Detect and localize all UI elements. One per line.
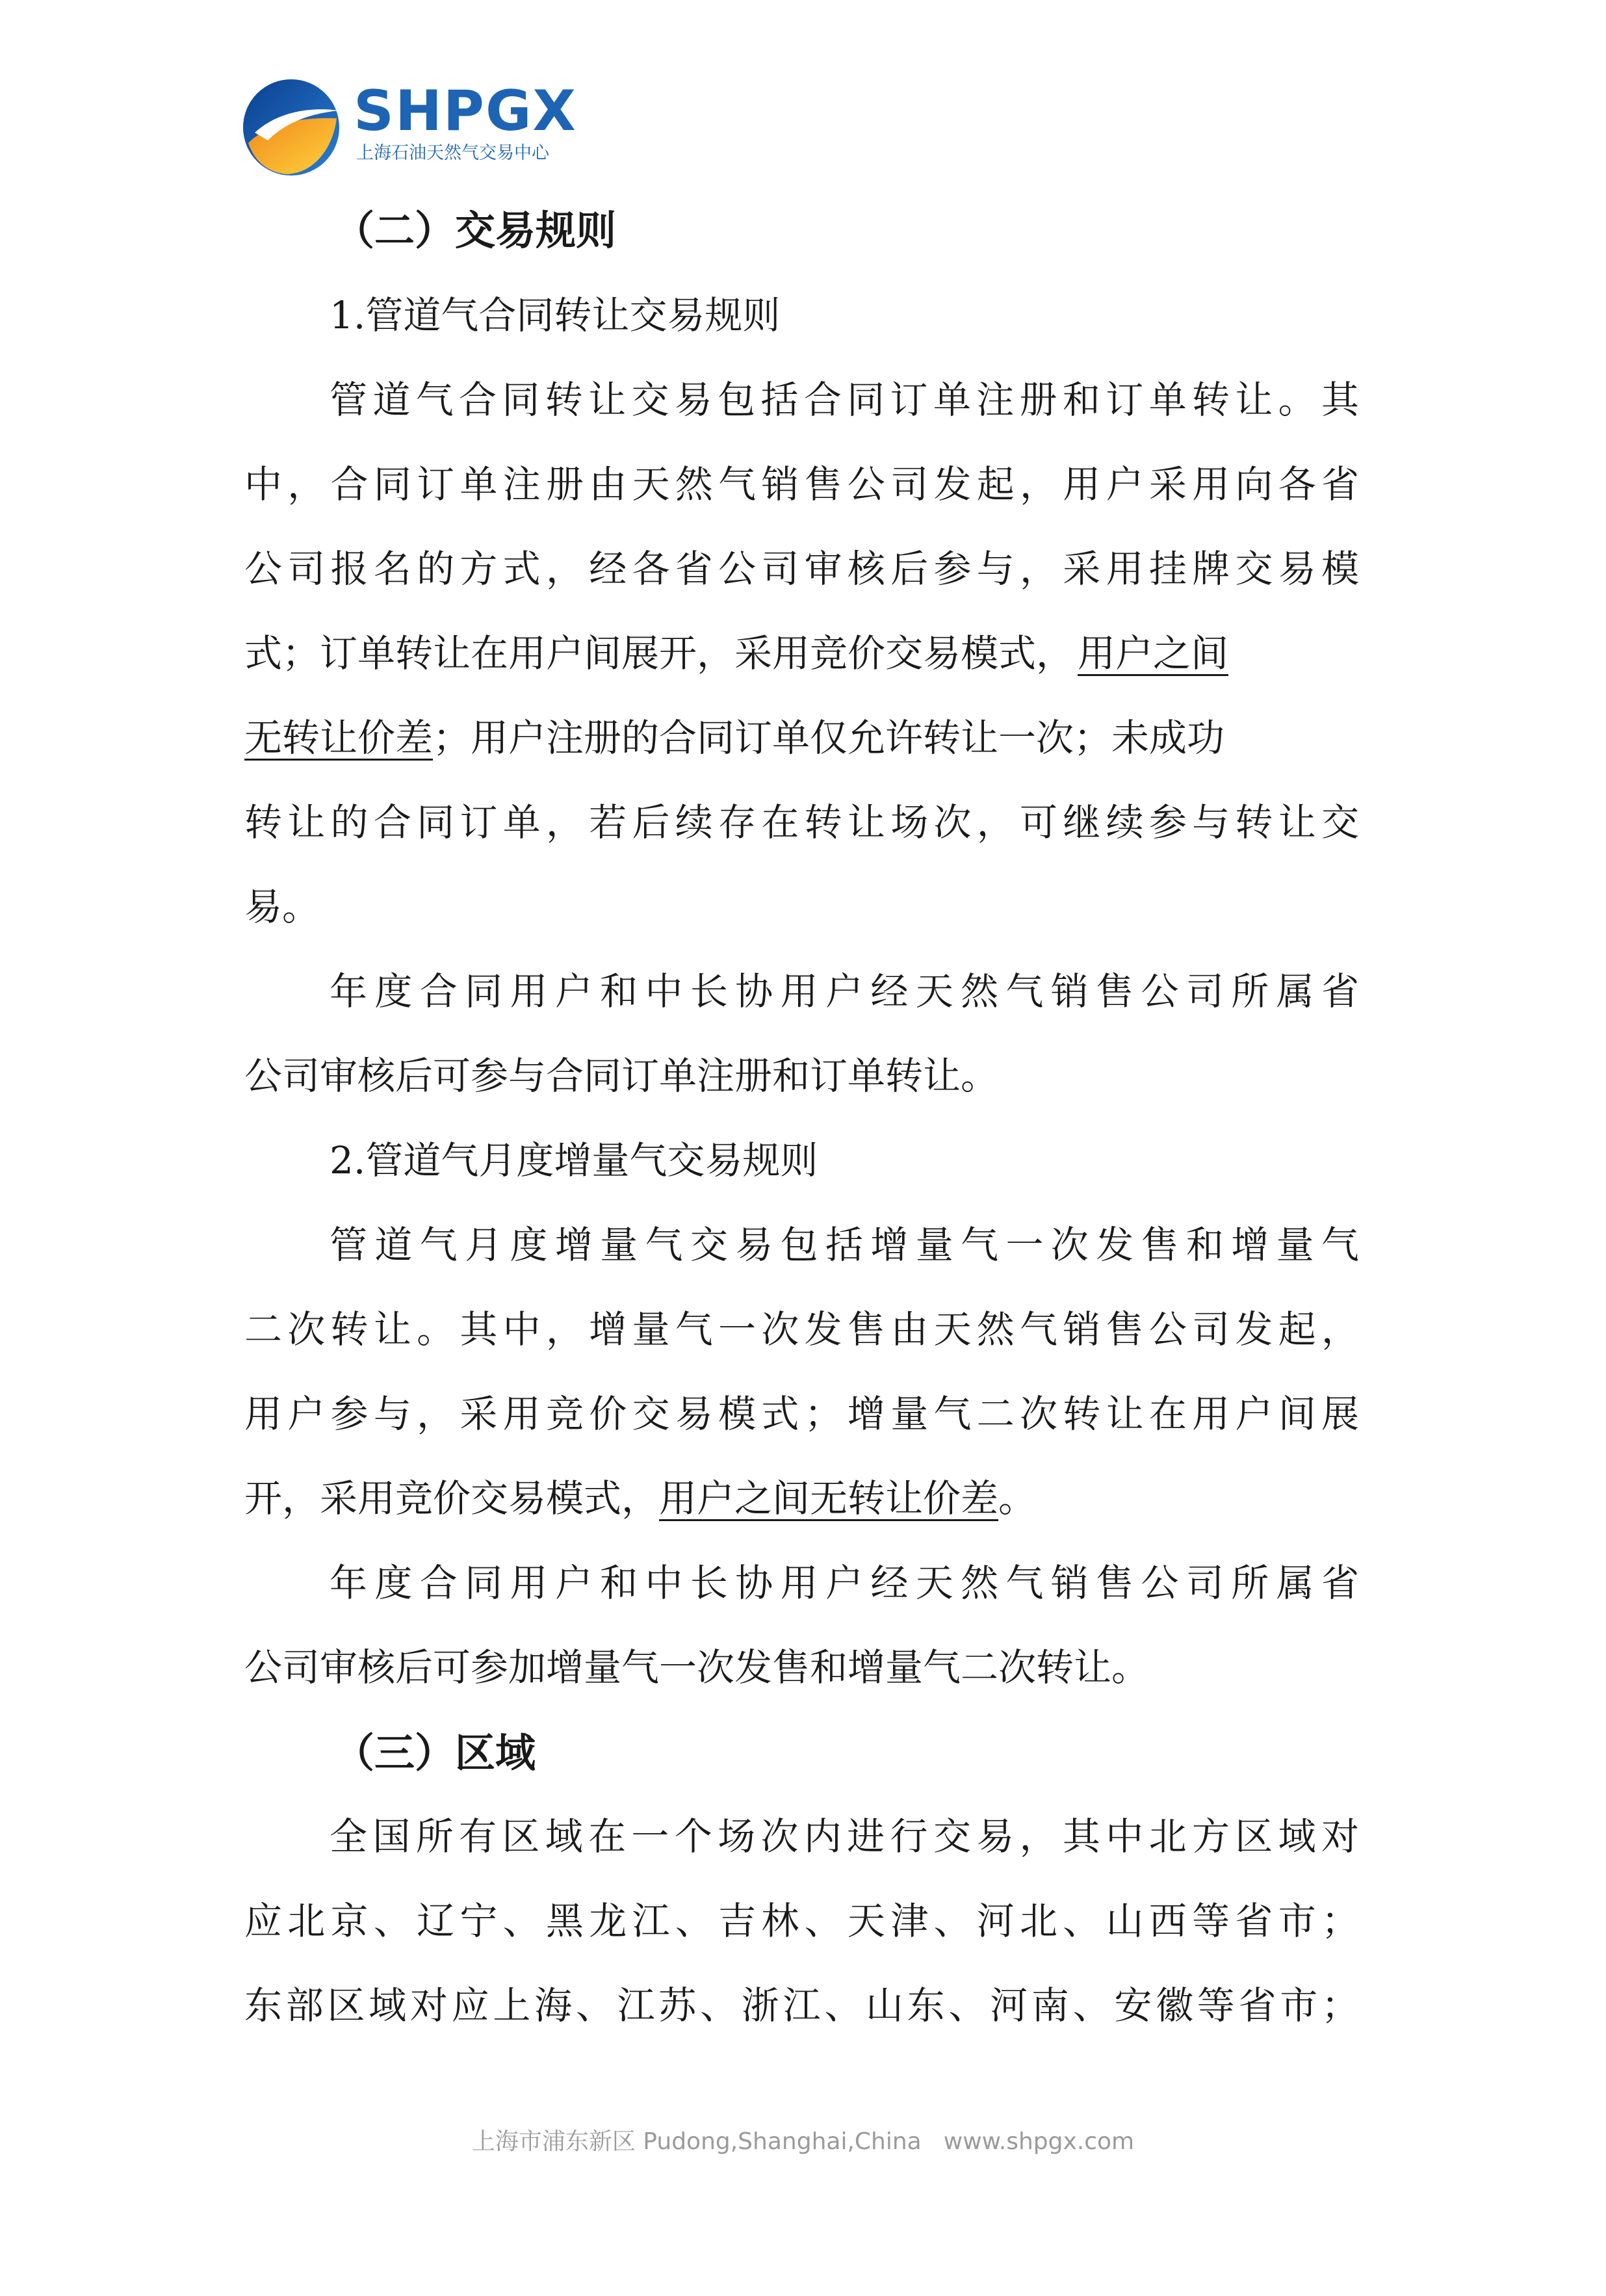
underlined-text: 用户之间: [1078, 631, 1229, 675]
shpgx-logo: [242, 74, 577, 178]
brand-subtitle: 上海石油天然气交易中心: [356, 143, 549, 163]
paragraph-line: [244, 1476, 1359, 1564]
text-span: 式；订单转让在用户间展开，采用竞价交易模式，: [244, 631, 1074, 675]
section-heading-region: （三）区域: [334, 1729, 536, 1777]
paragraph-line: 东部区域对应上海、江苏、浙江、山东、河南、安徽等省市；: [244, 1983, 1359, 2028]
paragraph-line: 中，合同订单注册由天然气销售公司发起，用户采用向各省: [244, 462, 1359, 506]
text-span: ；用户注册的合同订单仅允许转让一次；未成功: [433, 716, 1225, 760]
paragraph-line: 二次转让。其中，增量气一次发售由天然气销售公司发起，: [244, 1307, 1359, 1351]
section-heading-rules: （二）交易规则: [334, 207, 617, 254]
underlined-text: 用户之间无转让价差: [659, 1476, 999, 1520]
paragraph-line: 易。: [244, 885, 320, 929]
paragraph-line: [244, 631, 1359, 719]
paragraph-line: [244, 716, 1359, 803]
paragraph-line: 转让的合同订单，若后续存在转让场次，可继续参与转让交: [244, 800, 1359, 844]
footer-address: 上海市浦东新区 Pudong,Shanghai,China: [471, 2128, 922, 2155]
paragraph-line: 管道气合同转让交易包括合同订单注册和订单转让。其: [330, 378, 1359, 422]
subheading-contract-transfer: 1.管道气合同转让交易规则: [330, 293, 781, 337]
subheading-monthly-incremental: 2.管道气月度增量气交易规则: [330, 1138, 818, 1182]
text-span: 。: [998, 1476, 1037, 1520]
paragraph-line: 管道气月度增量气交易包括增量气一次发售和增量气: [330, 1223, 1359, 1267]
footer-website: www.shpgx.com: [943, 2128, 1135, 2155]
paragraph-line: 公司审核后可参与合同订单注册和订单转让。: [244, 1054, 999, 1098]
paragraph-line: 公司报名的方式，经各省公司审核后参与，采用挂牌交易模: [244, 547, 1359, 591]
brand-name: SHPGX: [354, 79, 577, 144]
underlined-text: 无转让价差: [244, 716, 434, 760]
page-footer: [0, 2123, 1606, 2156]
paragraph-line: 用户参与，采用竞价交易模式；增量气二次转让在用户间展: [244, 1392, 1359, 1436]
paragraph-line: 公司审核后可参加增量气一次发售和增量气二次转让。: [244, 1645, 1150, 1689]
paragraph-line: 年度合同用户和中长协用户经天然气销售公司所属省: [330, 1561, 1359, 1605]
paragraph-line: 应北京、辽宁、黑龙江、吉林、天津、河北、山西等省市；: [244, 1899, 1359, 1943]
globe-logo-icon: [242, 78, 341, 177]
paragraph-line: 年度合同用户和中长协用户经天然气销售公司所属省: [330, 969, 1359, 1013]
text-span: 开，采用竞价交易模式，: [244, 1476, 660, 1520]
paragraph-line: 全国所有区域在一个场次内进行交易，其中北方区域对: [330, 1814, 1359, 1859]
